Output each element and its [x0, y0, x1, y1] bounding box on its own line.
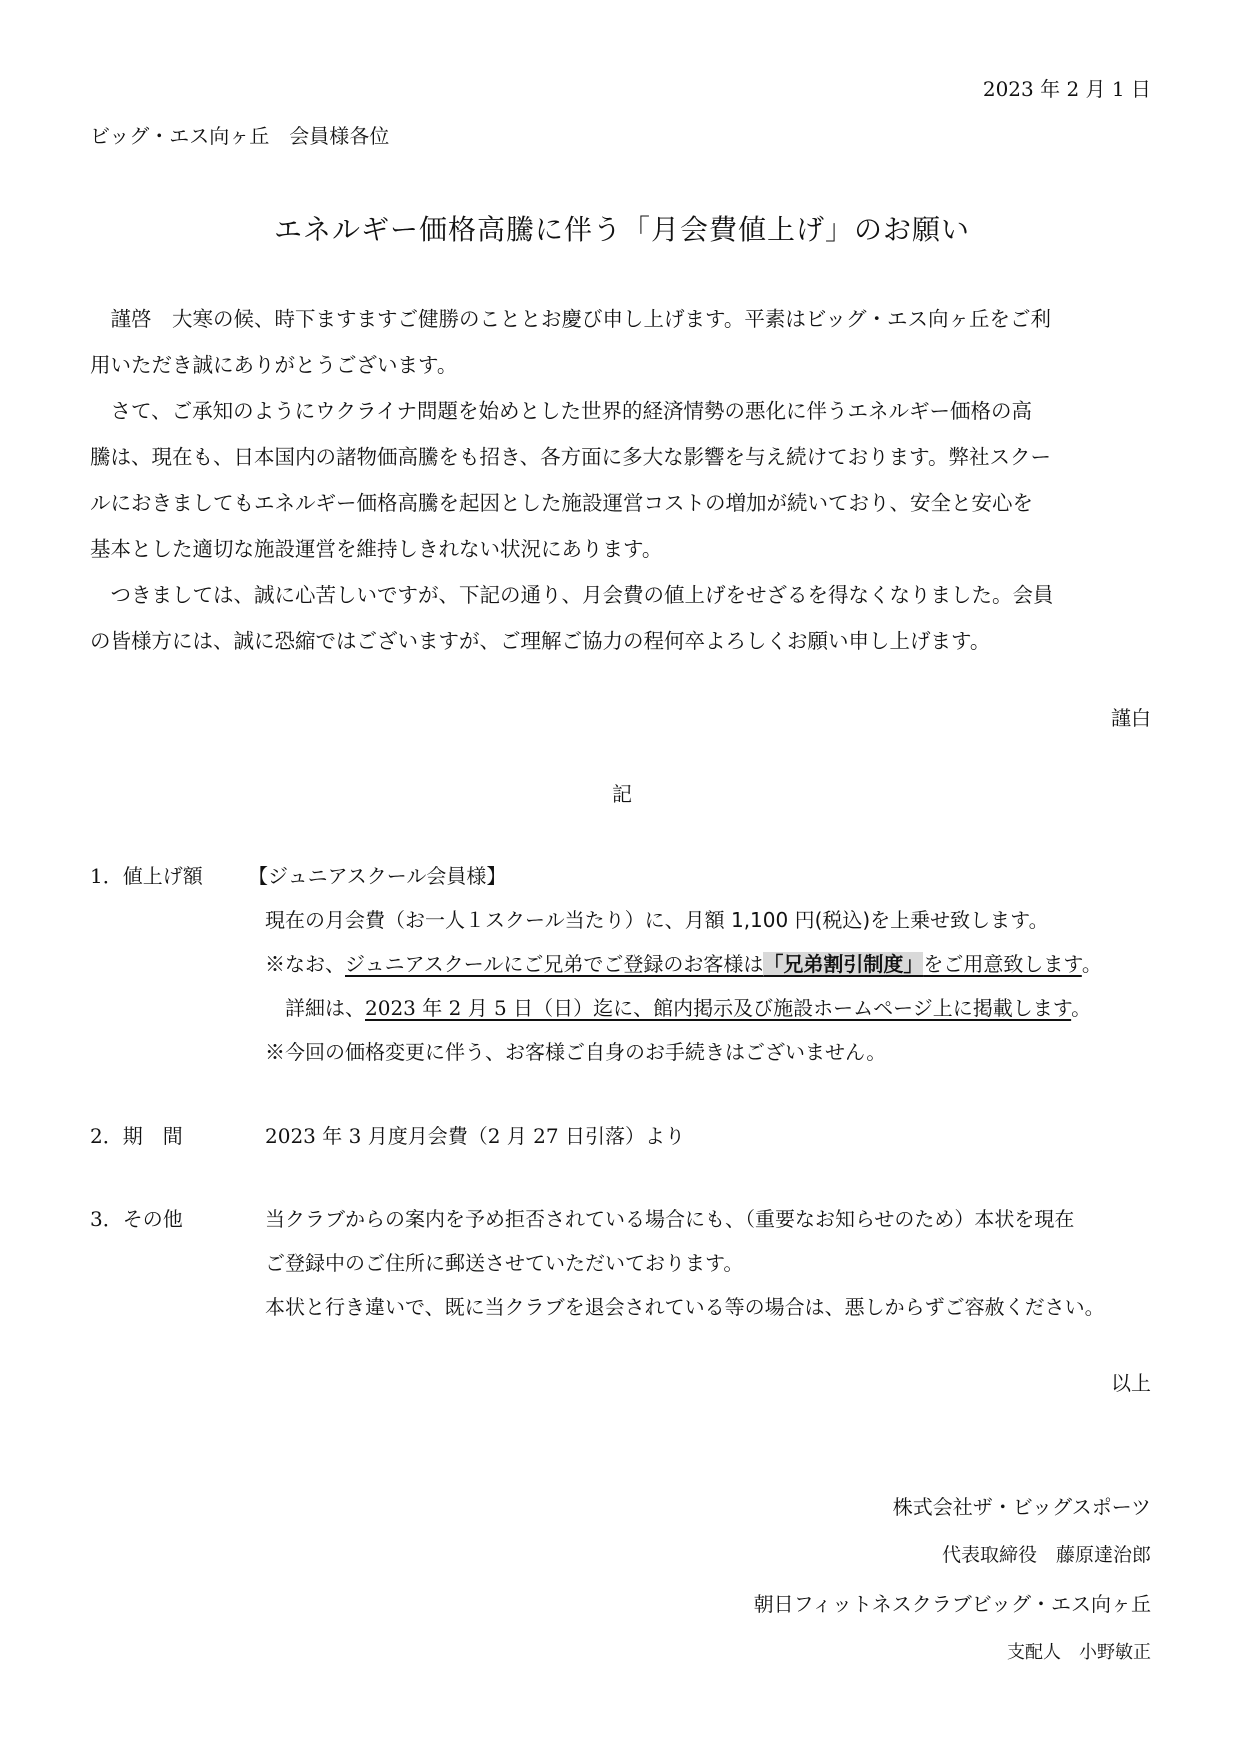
signature-club: 朝日フィットネスクラブビッグ・エス向ヶ丘	[753, 1592, 1151, 1616]
item1-line1-a: 現在の月会費（お一人１スクール当たり）に、	[265, 908, 685, 932]
item1-line1-b: 月額 1,100 円(税込)を上乗せ致します。	[684, 908, 1049, 932]
item1-line1	[265, 904, 1049, 933]
item1-line4: ※今回の価格変更に伴う、お客様ご自身のお手続きはございません。	[265, 1040, 887, 1064]
item1-line3-c: 。	[1071, 996, 1092, 1020]
item2-label: 2．期 間	[90, 1124, 183, 1148]
body-line: 基本とした適切な施設運営を維持しきれない状況にあります。	[90, 537, 663, 561]
item1-line3-a: 詳細は、	[265, 996, 365, 1020]
body-line: の皆様方には、誠に恐縮ではございますが、ご理解ご協力の程何卒よろしくお願い申し上げます。	[90, 629, 991, 653]
body-line: つきましては、誠に心苦しいですが、下記の通り、月会費の値上げをせざるを得なくなりました。会員	[90, 583, 1054, 607]
item1-line2-a: ※なお、	[265, 952, 345, 976]
item1-label: 1．値上げ額	[90, 864, 203, 888]
item1-line3	[265, 992, 1091, 1021]
item1-line3-b: 2023 年 2 月 5 日（日）迄に、館内掲示及び施設ホームページ上に掲載します	[365, 996, 1072, 1020]
body-line: 騰は、現在も、日本国内の諸物価高騰をも招き、各方面に多大な影響を与え続けております。弊社スクー	[90, 445, 1052, 469]
item3-line1: 当クラブからの案内を予め拒否されている場合にも、（重要なお知らせのため）本状を現在	[265, 1207, 1075, 1231]
letter-body	[90, 296, 1152, 664]
item1-line2	[265, 948, 1102, 977]
body-line: 謹啓 大寒の候、時下ますますご健勝のこととお慶び申し上げます。平素はビッグ・エス向ヶ丘をご利	[90, 307, 1052, 331]
letter-title: エネルギー価格高騰に伴う「月会費値上げ」のお願い	[273, 213, 970, 246]
body-line: さて、ご承知のようにウクライナ問題を始めとした世界的経済情勢の悪化に伴うエネルギー価格の高	[90, 399, 1032, 423]
item1-line2-d: 。	[1081, 952, 1102, 976]
signature-representative: 代表取締役 藤原達治郎	[941, 1544, 1151, 1566]
sibling-discount-highlight: 「兄弟割引制度」	[763, 952, 924, 976]
ijo-word: 以上	[1111, 1371, 1151, 1395]
item2-text: 2023 年 3 月度月会費（2 月 27 日引落）より	[265, 1124, 685, 1148]
recipient-line: ビッグ・エス向ヶ丘 会員様各位	[90, 124, 390, 148]
item3-line2: ご登録中のご住所に郵送させていただいております。	[265, 1251, 744, 1275]
body-line: ルにおきましてもエネルギー価格高騰を起因とした施設運営コストの増加が続いており、安全と安心を	[90, 491, 1033, 515]
closing-word: 謹白	[1111, 706, 1151, 730]
item3-label: 3．その他	[90, 1207, 183, 1231]
item1-line2-b: ジュニアスクールにご兄弟でご登録のお客様は	[345, 952, 764, 976]
letter-date: 2023 年 2 月 1 日	[982, 77, 1151, 101]
signature-company: 株式会社ザ・ビッグスポーツ	[892, 1495, 1151, 1519]
signature-manager: 支配人 小野敏正	[1007, 1642, 1151, 1663]
item1-line2-c: をご用意致します	[923, 952, 1082, 976]
item1-heading: 【ジュニアスクール会員様】	[248, 864, 507, 888]
item3-line3: 本状と行き違いで、既に当クラブを退会されている等の場合は、悪しからずご容赦ください。	[265, 1295, 1105, 1319]
body-line: 用いただき誠にありがとうございます。	[90, 353, 458, 377]
ki-heading: 記	[612, 782, 632, 806]
